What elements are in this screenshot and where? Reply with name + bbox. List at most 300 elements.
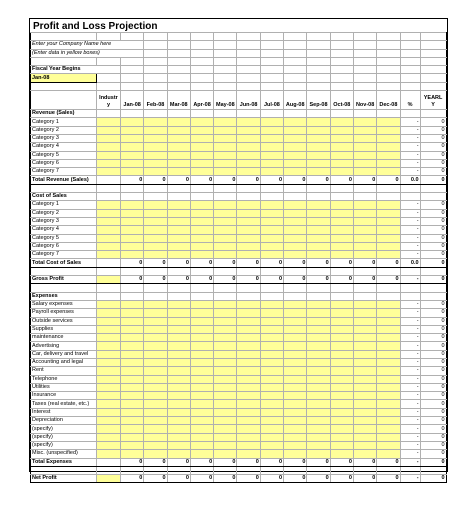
month-input[interactable]	[237, 159, 260, 167]
month-input[interactable]	[284, 159, 307, 167]
month-input[interactable]	[144, 334, 167, 342]
month-input[interactable]	[167, 400, 190, 408]
month-input[interactable]	[121, 425, 144, 433]
industry-input[interactable]	[97, 383, 121, 391]
industry-input[interactable]	[97, 126, 121, 134]
month-input[interactable]	[307, 400, 330, 408]
month-input[interactable]	[284, 209, 307, 217]
month-input[interactable]	[353, 168, 376, 176]
month-input[interactable]	[237, 300, 260, 308]
month-input[interactable]	[167, 226, 190, 234]
month-input[interactable]	[167, 342, 190, 350]
industry-input[interactable]	[97, 217, 121, 225]
month-input[interactable]	[307, 367, 330, 375]
month-input[interactable]	[260, 325, 283, 333]
month-input[interactable]	[237, 350, 260, 358]
month-input[interactable]	[307, 118, 330, 126]
month-input[interactable]	[307, 143, 330, 151]
month-input[interactable]	[377, 209, 400, 217]
month-input[interactable]	[121, 441, 144, 449]
industry-input[interactable]	[97, 392, 121, 400]
month-input[interactable]	[237, 317, 260, 325]
month-input[interactable]	[284, 309, 307, 317]
month-input[interactable]	[377, 217, 400, 225]
month-input[interactable]	[190, 151, 213, 159]
month-input[interactable]	[307, 151, 330, 159]
month-input[interactable]	[260, 159, 283, 167]
month-input[interactable]	[121, 209, 144, 217]
month-input[interactable]	[260, 134, 283, 142]
month-input[interactable]	[214, 450, 237, 458]
month-input[interactable]	[237, 226, 260, 234]
month-input[interactable]	[284, 350, 307, 358]
month-input[interactable]	[307, 300, 330, 308]
industry-input[interactable]	[97, 425, 121, 433]
month-input[interactable]	[330, 118, 353, 126]
month-input[interactable]	[307, 242, 330, 250]
month-input[interactable]	[121, 217, 144, 225]
month-input[interactable]	[144, 168, 167, 176]
month-input[interactable]	[284, 217, 307, 225]
month-input[interactable]	[167, 134, 190, 142]
month-input[interactable]	[167, 358, 190, 366]
month-input[interactable]	[353, 251, 376, 259]
month-input[interactable]	[214, 134, 237, 142]
month-input[interactable]	[284, 251, 307, 259]
month-input[interactable]	[260, 317, 283, 325]
month-input[interactable]	[190, 441, 213, 449]
month-input[interactable]	[214, 143, 237, 151]
industry-input[interactable]	[97, 325, 121, 333]
month-input[interactable]	[190, 217, 213, 225]
month-input[interactable]	[377, 342, 400, 350]
month-input[interactable]	[260, 342, 283, 350]
month-input[interactable]	[377, 143, 400, 151]
month-input[interactable]	[330, 251, 353, 259]
month-input[interactable]	[237, 217, 260, 225]
month-input[interactable]	[144, 201, 167, 209]
month-input[interactable]	[260, 217, 283, 225]
month-input[interactable]	[284, 342, 307, 350]
industry-input[interactable]	[97, 234, 121, 242]
month-input[interactable]	[330, 441, 353, 449]
month-input[interactable]	[167, 143, 190, 151]
month-input[interactable]	[237, 400, 260, 408]
month-input[interactable]	[167, 317, 190, 325]
month-input[interactable]	[330, 151, 353, 159]
month-input[interactable]	[330, 358, 353, 366]
month-input[interactable]	[377, 134, 400, 142]
month-input[interactable]	[144, 226, 167, 234]
industry-input[interactable]	[97, 408, 121, 416]
industry-cell[interactable]	[97, 276, 121, 284]
month-input[interactable]	[144, 383, 167, 391]
month-input[interactable]	[214, 242, 237, 250]
industry-input[interactable]	[97, 375, 121, 383]
month-input[interactable]	[330, 392, 353, 400]
month-input[interactable]	[260, 441, 283, 449]
month-input[interactable]	[353, 392, 376, 400]
month-input[interactable]	[121, 309, 144, 317]
month-input[interactable]	[284, 134, 307, 142]
month-input[interactable]	[377, 242, 400, 250]
month-input[interactable]	[307, 342, 330, 350]
industry-cell[interactable]	[97, 475, 121, 483]
month-input[interactable]	[167, 367, 190, 375]
month-input[interactable]	[260, 143, 283, 151]
month-input[interactable]	[144, 441, 167, 449]
month-input[interactable]	[144, 159, 167, 167]
month-input[interactable]	[377, 118, 400, 126]
month-input[interactable]	[284, 334, 307, 342]
month-input[interactable]	[330, 309, 353, 317]
month-input[interactable]	[284, 367, 307, 375]
month-input[interactable]	[377, 334, 400, 342]
month-input[interactable]	[167, 300, 190, 308]
month-input[interactable]	[330, 134, 353, 142]
month-input[interactable]	[330, 168, 353, 176]
month-input[interactable]	[284, 234, 307, 242]
month-input[interactable]	[144, 417, 167, 425]
month-input[interactable]	[167, 383, 190, 391]
month-input[interactable]	[121, 143, 144, 151]
month-input[interactable]	[121, 300, 144, 308]
month-input[interactable]	[260, 433, 283, 441]
month-input[interactable]	[121, 126, 144, 134]
month-input[interactable]	[284, 325, 307, 333]
month-input[interactable]	[237, 425, 260, 433]
month-input[interactable]	[377, 126, 400, 134]
month-input[interactable]	[214, 201, 237, 209]
month-input[interactable]	[284, 441, 307, 449]
month-input[interactable]	[190, 334, 213, 342]
month-input[interactable]	[237, 392, 260, 400]
month-input[interactable]	[144, 143, 167, 151]
month-input[interactable]	[214, 234, 237, 242]
month-input[interactable]	[237, 433, 260, 441]
industry-input[interactable]	[97, 226, 121, 234]
month-input[interactable]	[353, 408, 376, 416]
industry-input[interactable]	[97, 159, 121, 167]
month-input[interactable]	[190, 417, 213, 425]
month-input[interactable]	[353, 201, 376, 209]
month-input[interactable]	[330, 209, 353, 217]
month-input[interactable]	[167, 325, 190, 333]
month-input[interactable]	[377, 201, 400, 209]
month-input[interactable]	[260, 234, 283, 242]
month-input[interactable]	[377, 450, 400, 458]
month-input[interactable]	[190, 234, 213, 242]
month-input[interactable]	[260, 375, 283, 383]
month-input[interactable]	[284, 168, 307, 176]
month-input[interactable]	[214, 251, 237, 259]
month-input[interactable]	[214, 375, 237, 383]
month-input[interactable]	[260, 392, 283, 400]
month-input[interactable]	[214, 159, 237, 167]
month-input[interactable]	[167, 375, 190, 383]
month-input[interactable]	[307, 334, 330, 342]
month-input[interactable]	[353, 134, 376, 142]
month-input[interactable]	[214, 408, 237, 416]
month-input[interactable]	[330, 417, 353, 425]
month-input[interactable]	[121, 118, 144, 126]
month-input[interactable]	[190, 126, 213, 134]
month-input[interactable]	[353, 400, 376, 408]
month-input[interactable]	[284, 226, 307, 234]
month-input[interactable]	[377, 367, 400, 375]
month-input[interactable]	[190, 300, 213, 308]
month-input[interactable]	[284, 375, 307, 383]
month-input[interactable]	[144, 126, 167, 134]
month-input[interactable]	[284, 300, 307, 308]
month-input[interactable]	[190, 342, 213, 350]
month-input[interactable]	[307, 383, 330, 391]
month-input[interactable]	[167, 209, 190, 217]
month-input[interactable]	[144, 375, 167, 383]
industry-input[interactable]	[97, 317, 121, 325]
month-input[interactable]	[121, 251, 144, 259]
month-input[interactable]	[307, 226, 330, 234]
month-input[interactable]	[330, 159, 353, 167]
month-input[interactable]	[237, 309, 260, 317]
month-input[interactable]	[377, 159, 400, 167]
month-input[interactable]	[167, 234, 190, 242]
month-input[interactable]	[353, 441, 376, 449]
industry-input[interactable]	[97, 441, 121, 449]
month-input[interactable]	[307, 251, 330, 259]
month-input[interactable]	[144, 217, 167, 225]
month-input[interactable]	[284, 383, 307, 391]
month-input[interactable]	[167, 217, 190, 225]
month-input[interactable]	[237, 143, 260, 151]
month-input[interactable]	[214, 217, 237, 225]
month-input[interactable]	[330, 201, 353, 209]
month-input[interactable]	[284, 118, 307, 126]
month-input[interactable]	[121, 408, 144, 416]
month-input[interactable]	[330, 450, 353, 458]
month-input[interactable]	[214, 417, 237, 425]
month-input[interactable]	[214, 433, 237, 441]
month-input[interactable]	[284, 400, 307, 408]
month-input[interactable]	[307, 408, 330, 416]
company-name-field[interactable]: Enter your Company Name here	[31, 41, 144, 49]
month-input[interactable]	[121, 134, 144, 142]
month-input[interactable]	[353, 226, 376, 234]
month-input[interactable]	[330, 234, 353, 242]
month-input[interactable]	[214, 309, 237, 317]
month-input[interactable]	[237, 201, 260, 209]
month-input[interactable]	[237, 251, 260, 259]
month-input[interactable]	[214, 342, 237, 350]
month-input[interactable]	[167, 118, 190, 126]
month-input[interactable]	[121, 450, 144, 458]
month-input[interactable]	[167, 159, 190, 167]
month-input[interactable]	[214, 400, 237, 408]
month-input[interactable]	[330, 126, 353, 134]
month-input[interactable]	[144, 242, 167, 250]
industry-input[interactable]	[97, 350, 121, 358]
month-input[interactable]	[307, 201, 330, 209]
month-input[interactable]	[237, 134, 260, 142]
month-input[interactable]	[284, 392, 307, 400]
month-input[interactable]	[121, 226, 144, 234]
month-input[interactable]	[353, 242, 376, 250]
month-input[interactable]	[121, 151, 144, 159]
month-input[interactable]	[190, 408, 213, 416]
month-input[interactable]	[237, 118, 260, 126]
month-input[interactable]	[144, 408, 167, 416]
month-input[interactable]	[190, 317, 213, 325]
month-input[interactable]	[167, 417, 190, 425]
month-input[interactable]	[121, 367, 144, 375]
month-input[interactable]	[190, 433, 213, 441]
month-input[interactable]	[144, 425, 167, 433]
month-input[interactable]	[144, 433, 167, 441]
month-input[interactable]	[190, 400, 213, 408]
month-input[interactable]	[330, 383, 353, 391]
month-input[interactable]	[353, 425, 376, 433]
month-input[interactable]	[260, 251, 283, 259]
industry-input[interactable]	[97, 450, 121, 458]
industry-input[interactable]	[97, 251, 121, 259]
month-input[interactable]	[353, 334, 376, 342]
month-input[interactable]	[377, 392, 400, 400]
month-input[interactable]	[121, 358, 144, 366]
month-input[interactable]	[260, 242, 283, 250]
industry-input[interactable]	[97, 134, 121, 142]
month-input[interactable]	[330, 242, 353, 250]
month-input[interactable]	[260, 417, 283, 425]
month-input[interactable]	[237, 367, 260, 375]
month-input[interactable]	[260, 367, 283, 375]
month-input[interactable]	[214, 209, 237, 217]
month-input[interactable]	[214, 118, 237, 126]
month-input[interactable]	[167, 309, 190, 317]
month-input[interactable]	[330, 433, 353, 441]
month-input[interactable]	[237, 408, 260, 416]
month-input[interactable]	[167, 441, 190, 449]
month-input[interactable]	[121, 342, 144, 350]
month-input[interactable]	[167, 408, 190, 416]
month-input[interactable]	[144, 309, 167, 317]
fiscal-year-input[interactable]: Jan-08	[31, 74, 97, 82]
month-input[interactable]	[307, 433, 330, 441]
month-input[interactable]	[144, 317, 167, 325]
month-input[interactable]	[353, 118, 376, 126]
industry-input[interactable]	[97, 300, 121, 308]
month-input[interactable]	[260, 450, 283, 458]
month-input[interactable]	[167, 201, 190, 209]
month-input[interactable]	[260, 358, 283, 366]
month-input[interactable]	[121, 433, 144, 441]
month-input[interactable]	[190, 201, 213, 209]
month-input[interactable]	[353, 350, 376, 358]
month-input[interactable]	[353, 217, 376, 225]
month-input[interactable]	[377, 350, 400, 358]
month-input[interactable]	[260, 408, 283, 416]
month-input[interactable]	[307, 217, 330, 225]
month-input[interactable]	[121, 350, 144, 358]
month-input[interactable]	[377, 251, 400, 259]
month-input[interactable]	[144, 400, 167, 408]
month-input[interactable]	[353, 342, 376, 350]
industry-input[interactable]	[97, 209, 121, 217]
month-input[interactable]	[260, 226, 283, 234]
month-input[interactable]	[330, 300, 353, 308]
month-input[interactable]	[260, 168, 283, 176]
month-input[interactable]	[214, 358, 237, 366]
month-input[interactable]	[167, 168, 190, 176]
month-input[interactable]	[284, 151, 307, 159]
month-input[interactable]	[190, 226, 213, 234]
month-input[interactable]	[237, 242, 260, 250]
month-input[interactable]	[353, 433, 376, 441]
month-input[interactable]	[237, 450, 260, 458]
month-input[interactable]	[190, 159, 213, 167]
month-input[interactable]	[167, 433, 190, 441]
month-input[interactable]	[284, 450, 307, 458]
month-input[interactable]	[284, 408, 307, 416]
month-input[interactable]	[237, 126, 260, 134]
month-input[interactable]	[377, 300, 400, 308]
month-input[interactable]	[144, 118, 167, 126]
month-input[interactable]	[121, 400, 144, 408]
month-input[interactable]	[307, 317, 330, 325]
month-input[interactable]	[377, 226, 400, 234]
month-input[interactable]	[307, 441, 330, 449]
month-input[interactable]	[121, 334, 144, 342]
month-input[interactable]	[377, 234, 400, 242]
month-input[interactable]	[121, 201, 144, 209]
month-input[interactable]	[284, 358, 307, 366]
month-input[interactable]	[377, 309, 400, 317]
month-input[interactable]	[307, 209, 330, 217]
month-input[interactable]	[144, 350, 167, 358]
month-input[interactable]	[284, 242, 307, 250]
month-input[interactable]	[121, 417, 144, 425]
month-input[interactable]	[307, 417, 330, 425]
month-input[interactable]	[214, 383, 237, 391]
month-input[interactable]	[167, 392, 190, 400]
month-input[interactable]	[214, 151, 237, 159]
month-input[interactable]	[121, 392, 144, 400]
month-input[interactable]	[190, 450, 213, 458]
month-input[interactable]	[260, 425, 283, 433]
month-input[interactable]	[330, 317, 353, 325]
month-input[interactable]	[353, 300, 376, 308]
month-input[interactable]	[144, 450, 167, 458]
month-input[interactable]	[284, 126, 307, 134]
month-input[interactable]	[307, 358, 330, 366]
month-input[interactable]	[237, 325, 260, 333]
industry-input[interactable]	[97, 358, 121, 366]
month-input[interactable]	[377, 417, 400, 425]
month-input[interactable]	[237, 168, 260, 176]
month-input[interactable]	[190, 358, 213, 366]
month-input[interactable]	[307, 126, 330, 134]
month-input[interactable]	[144, 251, 167, 259]
month-input[interactable]	[260, 334, 283, 342]
month-input[interactable]	[190, 143, 213, 151]
month-input[interactable]	[353, 143, 376, 151]
month-input[interactable]	[377, 168, 400, 176]
month-input[interactable]	[353, 317, 376, 325]
month-input[interactable]	[167, 334, 190, 342]
month-input[interactable]	[377, 325, 400, 333]
month-input[interactable]	[190, 392, 213, 400]
month-input[interactable]	[214, 168, 237, 176]
month-input[interactable]	[190, 383, 213, 391]
